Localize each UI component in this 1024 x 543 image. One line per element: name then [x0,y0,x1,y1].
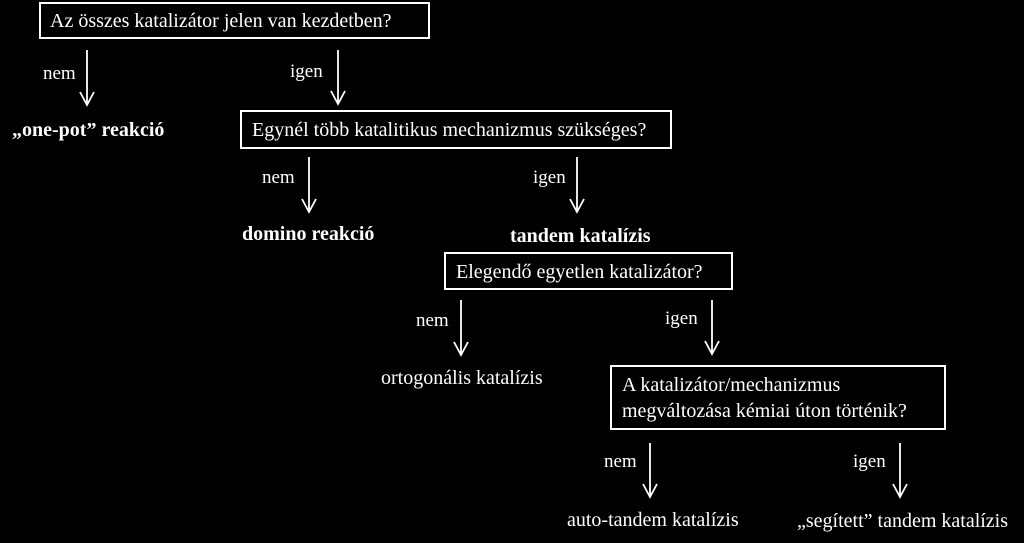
outcome-assisted-tandem: „segített” tandem katalízis [797,510,1009,532]
branch-label-q2-igen: igen [533,167,566,188]
question-4-line-1: A katalizátor/mechanizmus [622,374,841,396]
question-box-2 [240,110,672,149]
question-1-text: Az összes katalizátor jelen van kezdetben? [50,10,392,32]
question-2-text: Egynél több katalitikus mechanizmus szükséges? [252,119,647,141]
branch-label-q2-nem: nem [262,167,295,188]
outcome-auto-tandem: auto-tandem katalízis [567,509,739,531]
branch-label-q1-nem: nem [43,63,76,84]
outcome-tandem: tandem katalízis [510,225,651,247]
question-box-3 [444,252,733,290]
branch-label-q4-igen: igen [853,451,886,472]
outcome-one-pot: „one-pot” reakció [12,119,165,141]
question-3-text: Elegendő egyetlen katalizátor? [456,261,703,283]
branch-label-q1-igen: igen [290,61,323,82]
outcome-domino: domino reakció [242,223,375,245]
question-box-1 [39,2,430,39]
question-4-line-2: megváltozása kémiai úton történik? [622,400,907,422]
branch-label-q3-nem: nem [416,310,449,331]
outcome-orthogonal: ortogonális katalízis [381,367,543,389]
question-box-4 [610,365,946,430]
branch-label-q4-nem: nem [604,451,637,472]
branch-label-q3-igen: igen [665,308,698,329]
